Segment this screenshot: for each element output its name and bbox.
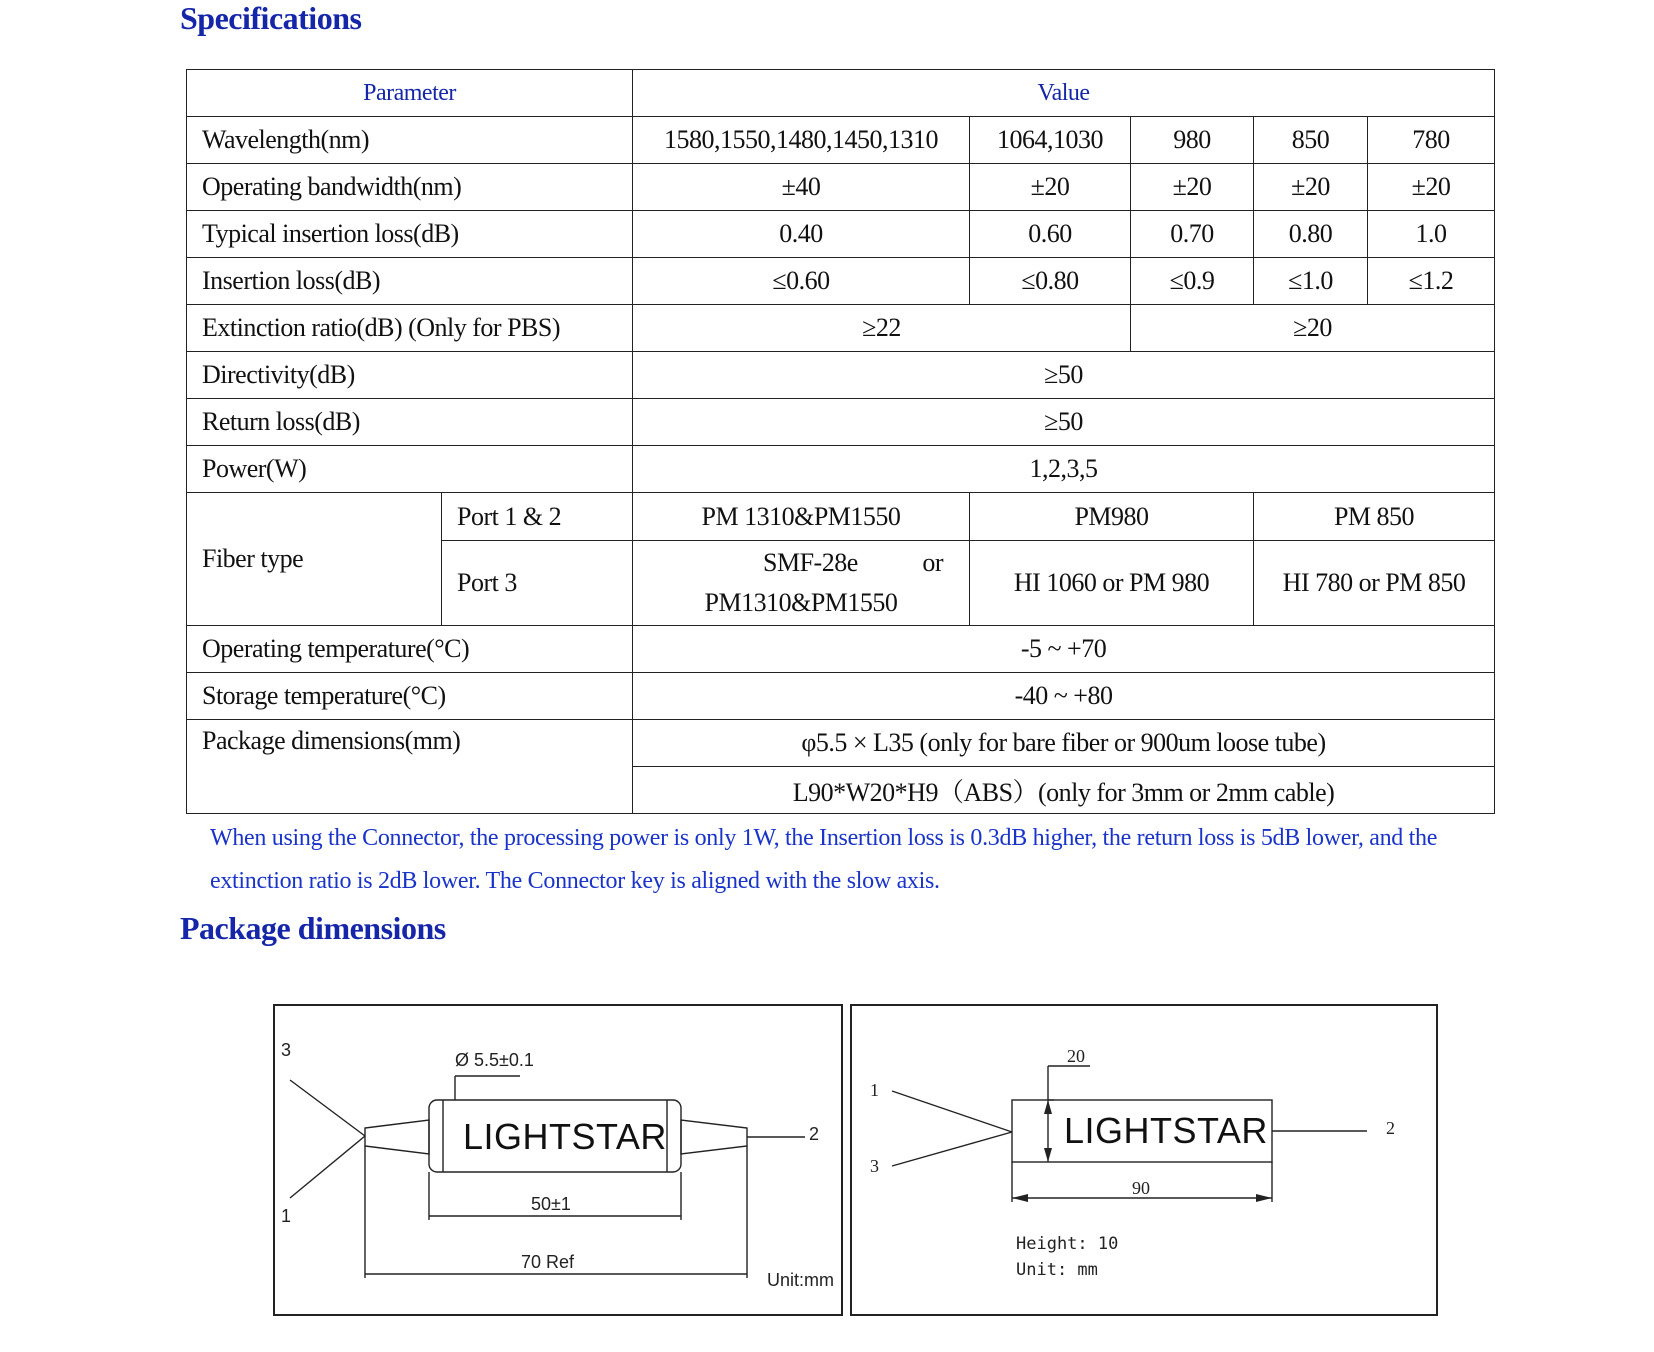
package-dimensions-heading: Package dimensions [180, 910, 446, 946]
port-3-label: 3 [870, 1156, 879, 1176]
param-label: Power(W) [187, 446, 633, 493]
value-cell: ±40 [633, 164, 970, 211]
value-cell: ±20 [1254, 164, 1368, 211]
param-label: Return loss(dB) [187, 399, 633, 446]
brand-logo: LIGHTSTAR [463, 1116, 667, 1157]
diameter-label: Ø 5.5±0.1 [455, 1050, 534, 1070]
header-parameter: Parameter [187, 70, 633, 117]
box-package-outline [852, 1006, 1436, 1314]
param-label: Operating bandwidth(nm) [187, 164, 633, 211]
param-label: Insertion loss(dB) [187, 258, 633, 305]
unit-label: Unit:mm [767, 1270, 834, 1290]
specifications-table [186, 69, 1495, 814]
table-row [187, 720, 1495, 767]
value-cell: ≥20 [1131, 305, 1495, 352]
value-cell: ≤0.60 [633, 258, 970, 305]
port3-value-a: SMF-28e [763, 548, 858, 577]
header-value: Value [633, 70, 1495, 117]
value-cell: 850 [1254, 117, 1368, 164]
tube-package-drawing [273, 1004, 843, 1316]
value-cell: ±20 [1131, 164, 1254, 211]
value-cell: 1.0 [1368, 211, 1495, 258]
value-cell: 1580,1550,1480,1450,1310 [633, 117, 970, 164]
value-cell: -5 ~ +70 [633, 626, 1495, 673]
height-label: Height: 10 [1016, 1234, 1119, 1254]
table-row [187, 211, 1495, 258]
value-cell: 0.60 [970, 211, 1131, 258]
value-cell: -40 ~ +80 [633, 673, 1495, 720]
connector-note: When using the Connector, the processing power is only 1W, the Insertion loss is 0.3dB higher, the return loss is 5dB lower, and the extinction ratio is 2dB lower. The Connector key is aligned with the slow axis. [210, 825, 1438, 894]
length-label: 90 [1132, 1178, 1150, 1198]
value-cell: 1064,1030 [970, 117, 1131, 164]
specifications-heading: Specifications [180, 0, 362, 36]
table-row [187, 258, 1495, 305]
param-label: Fiber type [187, 493, 442, 626]
param-label: Extinction ratio(dB) (Only for PBS) [187, 305, 633, 352]
param-label: Typical insertion loss(dB) [187, 211, 633, 258]
port-1-label: 1 [281, 1206, 292, 1226]
value-cell: HI 1060 or PM 980 [970, 541, 1254, 626]
value-cell: HI 780 or PM 850 [1254, 541, 1495, 626]
param-label: Wavelength(nm) [187, 117, 633, 164]
param-label: Directivity(dB) [187, 352, 633, 399]
table-row [187, 305, 1495, 352]
value-cell: ≤0.80 [970, 258, 1131, 305]
value-cell: ≥50 [633, 399, 1495, 446]
value-cell: 0.40 [633, 211, 970, 258]
value-cell: ≤0.9 [1131, 258, 1254, 305]
value-cell: 0.70 [1131, 211, 1254, 258]
table-row [187, 399, 1495, 446]
value-cell: PM 1310&PM1550 [633, 493, 970, 541]
table-header-row [187, 70, 1495, 117]
table-row [187, 626, 1495, 673]
port-2-label: 2 [1386, 1118, 1395, 1138]
width-label: 20 [1067, 1046, 1085, 1066]
box-package-drawing [850, 1004, 1438, 1316]
value-cell: 780 [1368, 117, 1495, 164]
value-cell: ±20 [1368, 164, 1495, 211]
table-row [187, 164, 1495, 211]
sub-param-label: Port 3 [442, 541, 633, 626]
value-cell [633, 541, 970, 626]
ref-length-label: 70 Ref [521, 1252, 575, 1272]
table-row [187, 117, 1495, 164]
param-label: Package dimensions(mm) [187, 720, 633, 814]
value-cell: PM980 [970, 493, 1254, 541]
param-label: Storage temperature(°C) [187, 673, 633, 720]
value-cell: ≥22 [633, 305, 1131, 352]
value-cell: PM 850 [1254, 493, 1495, 541]
table-row [187, 352, 1495, 399]
value-cell: ≤1.0 [1254, 258, 1368, 305]
body-length-label: 50±1 [531, 1194, 571, 1214]
table-row [187, 446, 1495, 493]
port-2-label: 2 [809, 1124, 820, 1144]
value-cell: ≥50 [633, 352, 1495, 399]
value-cell: 1,2,3,5 [633, 446, 1495, 493]
param-label: Operating temperature(°C) [187, 626, 633, 673]
port3-value-or: or [922, 548, 943, 577]
port-3-label: 3 [281, 1040, 292, 1060]
table-row [187, 673, 1495, 720]
value-cell: ≤1.2 [1368, 258, 1495, 305]
value-cell: L90*W20*H9（ABS）(only for 3mm or 2mm cable) [633, 767, 1495, 814]
port-1-label: 1 [870, 1080, 879, 1100]
unit-label: Unit: mm [1016, 1260, 1098, 1280]
value-cell: ±20 [970, 164, 1131, 211]
value-cell: φ5.5 × L35 (only for bare fiber or 900um loose tube) [633, 720, 1495, 767]
port3-value-c: PM1310&PM1550 [704, 588, 898, 617]
table-row [187, 493, 1495, 541]
sub-param-label: Port 1 & 2 [442, 493, 633, 541]
brand-logo: LIGHTSTAR [1064, 1110, 1268, 1151]
value-cell: 0.80 [1254, 211, 1368, 258]
value-cell: 980 [1131, 117, 1254, 164]
